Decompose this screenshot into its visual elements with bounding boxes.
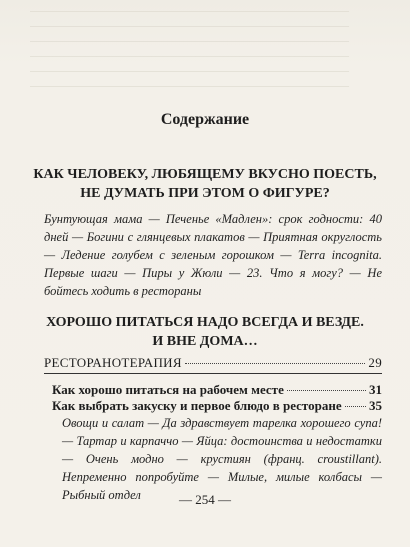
section1-heading-line2: НЕ ДУМАТЬ ПРИ ЭТОМ О ФИГУРЕ? <box>80 186 330 201</box>
leader-dots <box>345 405 366 407</box>
bleed-through-text: ————————————————————————————— ————————————————————————————— ————————————————————————————— ————————————————————————————— ————————————————————————————— ————————————————————————————— <box>30 5 349 92</box>
toc-entry-label: Как хорошо питаться на рабочем месте <box>52 382 284 397</box>
toc-entry[interactable] <box>52 382 382 398</box>
toc-entry-page: 35 <box>369 398 382 413</box>
page-title: Содержание <box>160 111 250 128</box>
leader-dots <box>287 389 366 391</box>
section2-heading <box>0 313 410 351</box>
section1-paragraph: Бунтующая мама — Печенье «Мадлен»: срок годности: 40 дней — Богини с глянцевых плакатов — Приятная округлость — Ледение голубем с зеленым горошком — Terra incognita. Первые шаги — Пиры у Жюли — 23. Что я могу? — Не бойтесь ходить в рестораны <box>44 212 382 298</box>
toc-entry[interactable] <box>52 398 382 414</box>
section1-heading <box>0 165 410 203</box>
section2-heading-line2: И ВНЕ ДОМА… <box>152 334 258 349</box>
toc-chapter-page: 29 <box>368 355 382 370</box>
page-number: — 254 — <box>179 492 231 507</box>
toc-entry-label: Как выбрать закуску и первое блюдо в ресторане <box>52 398 342 413</box>
section2-heading-line1: ХОРОШО ПИТАТЬСЯ НАДО ВСЕГДА И ВЕЗДЕ. <box>46 315 364 330</box>
toc-chapter-entry[interactable] <box>44 355 382 371</box>
toc-chapter-label: РЕСТОРАНОТЕРАПИЯ <box>44 355 182 370</box>
divider <box>44 373 382 374</box>
section2-paragraph: Овощи и салат — Да здравствует тарелка хорошего супа! — Тартар и карпаччо — Яйца: достоинства и недостатки — Очень модно — крустиян (франц. croustillant). Непременно попробуйте — Милые, милые колбасы — Рыбный отдел <box>62 416 382 502</box>
leader-dots <box>185 362 366 364</box>
section1-heading-line1: КАК ЧЕЛОВЕКУ, ЛЮБЯЩЕМУ ВКУСНО ПОЕСТЬ, <box>33 167 377 182</box>
toc-entry-page: 31 <box>369 382 382 397</box>
